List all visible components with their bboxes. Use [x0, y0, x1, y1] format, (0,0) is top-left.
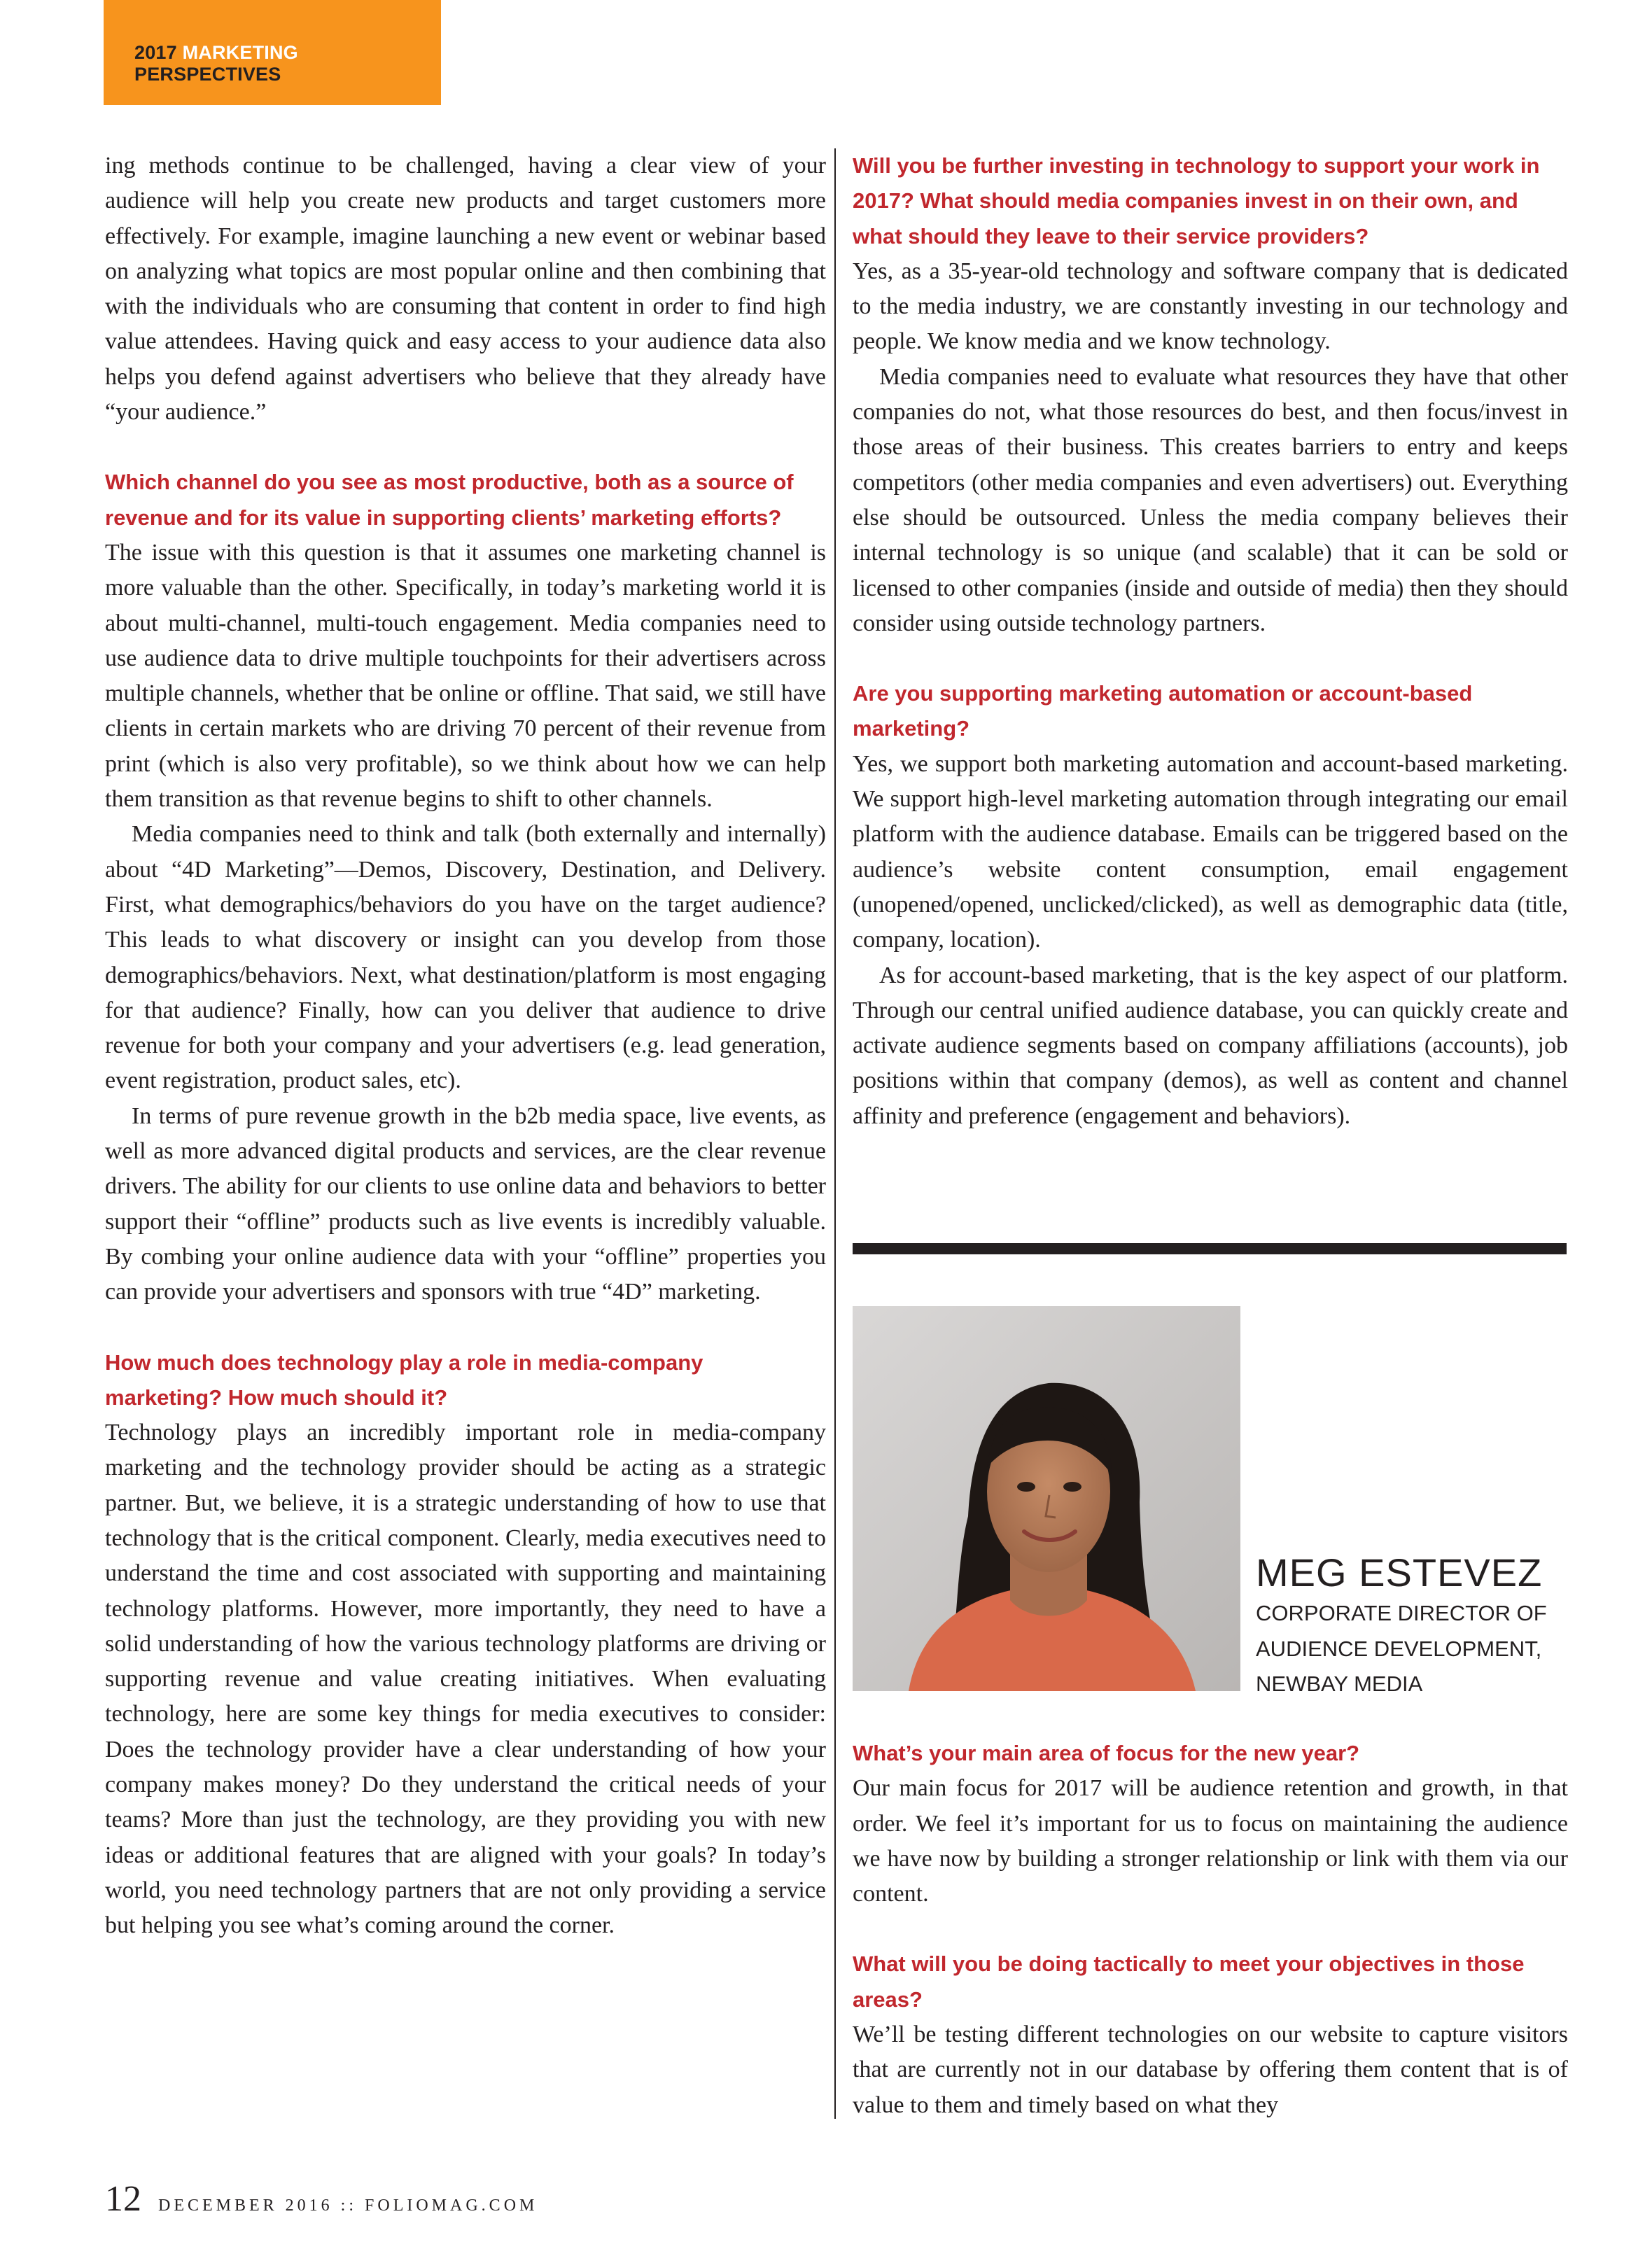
interview-question: Are you supporting marketing automation or account-based marketing? — [853, 681, 1473, 741]
answer-paragraph: Yes, we support both marketing automation and account-based marketing. We support high-level marketing automation through integrating our email platform with the audience database. Emails can be triggered based on the audience’s website content consumption, email engagement (unopened/opened, unclicked/clicked), as well as demographic data (title, company, location). — [853, 750, 1568, 953]
section-header-label — [134, 42, 441, 85]
header-perspectives: PERSPECTIVES — [134, 64, 281, 85]
profile-caption — [1256, 1550, 1547, 1702]
answer-paragraph: Our main focus for 2017 will be audience retention and growth, in that order. We feel it’s important for us to focus on maintaining the audience we have now by building a stronger relationship or link with them via our content. — [853, 1775, 1568, 1907]
left-article-column — [105, 148, 826, 1944]
page-number: 12 — [105, 2179, 141, 2219]
interview-question: Which channel do you see as most productive, both as a source of revenue and for its value in supporting clients’ marketing efforts? — [105, 470, 794, 530]
paragraph-gap — [853, 1912, 1568, 1947]
interview-question: What’s your main area of focus for the new year? — [853, 1741, 1360, 1765]
paragraph-gap — [105, 430, 826, 465]
answer-paragraph: Media companies need to think and talk (both externally and internally) about “4D Marketing”—Demos, Discovery, Destination, and Delivery. First, what demographics/behaviors do you have on the target audience? This leads to what discovery or insight can you develop from those demographics/behaviors. Next, what destination/platform is most engaging for that audience? Finally, how can you deliver that audience to drive revenue for both your company and your advertisers (e.g. lead generation, event registration, product sales, etc). — [105, 821, 826, 1094]
right-article-column-lower — [853, 1736, 1568, 2123]
profile-name: MEG ESTEVEZ — [1256, 1550, 1543, 1595]
answer-paragraph: We’ll be testing different technologies on our website to capture visitors that are currently not in our database by offering them content that is of value to them and timely based on what they — [853, 2022, 1568, 2118]
answer-paragraph: Technology plays an incredibly important role in media-company marketing and the technology provider should be acting as a strategic partner. But, we believe, it is a strategic understanding of how to use that technology that is the critical component. Clearly, media executives need to understand the time and cost associated with supporting and maintaining technology platforms. However, more importantly, they need to have a solid understanding of how the various technology platforms are driving or supporting revenue and value creating initiatives. When evaluating technology, here are some key things for media executives to consider: Does the technology provider have a clear understanding of how your company makes money? Do they understand the critical needs of your teams? More than just the technology, are they providing you with new ideas or additional features that are aligned with your goals? In today’s world, you need technology partners that are not only providing a service but helping you see what’s coming around the corner. — [105, 1420, 826, 1939]
interview-question: What will you be doing tactically to meet your objectives in those areas? — [853, 1952, 1525, 2012]
paragraph-gap — [853, 641, 1568, 676]
answer-paragraph: In terms of pure revenue growth in the b2b media space, live events, as well as more advanced digital products and services, are the clear revenue drivers. The ability for our clients to use online data and behaviors to better support their “offline” products such as live events is incredibly valuable. By combing your online audience data with your “offline” properties you can provide your advertisers and sponsors with true “4D” marketing. — [105, 1102, 826, 1305]
header-marketing: MARKETING — [182, 42, 298, 63]
profile-title-line: NEWBAY MEDIA — [1256, 1672, 1423, 1696]
interview-question: Will you be further investing in technology to support your work in 2017? What should media companies invest in on their own, and what should they leave to their service providers? — [853, 153, 1540, 248]
profile-title-line: AUDIENCE DEVELOPMENT, — [1256, 1636, 1542, 1661]
answer-paragraph: ing methods continue to be challenged, having a clear view of your audience will help you create new products and target customers more effectively. For example, imagine launching a new event or webinar based on analyzing what topics are most popular online and then combining that with the individuals who are consuming that content in order to find high value attendees. Having quick and easy access to your audience data also helps you defend against advertisers who believe that they already have “your audience.” — [105, 153, 826, 426]
footer-issue-text: DECEMBER 2016 :: FOLIOMAG.COM — [158, 2197, 538, 2215]
right-article-column — [853, 148, 1568, 1134]
paragraph-gap — [105, 1310, 826, 1345]
header-year: 2017 — [134, 42, 177, 63]
profile-title-line: CORPORATE DIRECTOR OF — [1256, 1601, 1547, 1625]
answer-paragraph: Yes, as a 35-year-old technology and software company that is dedicated to the media industry, we are constantly investing in our technology and people. We know media and we know technology. — [853, 258, 1568, 355]
section-header-tab — [104, 0, 441, 105]
answer-paragraph: The issue with this question is that it assumes one marketing channel is more valuable than the other. Specifically, in today’s marketing world it is about multi-channel, multi-touch engagement. Media companies need to use audience data to drive multiple touchpoints for their advertisers across multiple channels, whether that be online or offline. That said, we still have clients in certain markets who are driving 70 percent of their revenue from print (which is also very profitable), so we think about how we can help them transition as that revenue begins to shift to other channels. — [105, 539, 826, 813]
column-divider — [834, 148, 836, 2119]
answer-paragraph: Media companies need to evaluate what resources they have that other companies do not, what those resources do best, and then focus/invest in those areas of their business. This creates barriers to entry and keeps competitors (other media companies and even advertisers) out. Everything else should be outsourced. Unless the media company believes their internal technology is so unique (and scalable) that it can be sold or licensed to other companies (inside and outside of media) then they should consider using outside technology partners. — [853, 363, 1568, 636]
interview-question: How much does technology play a role in media-company marketing? How much should it? — [105, 1350, 704, 1410]
profile-separator-bar — [853, 1243, 1567, 1254]
portrait-photo — [853, 1306, 1240, 1691]
page-footer — [105, 2178, 538, 2220]
answer-paragraph: As for account-based marketing, that is the key aspect of our platform. Through our central unified audience database, you can quickly create and activate audience segments based on company affiliations (accounts), job positions within that company (demos), as well as content and channel affinity and preference (engagement and behaviors). — [853, 962, 1568, 1129]
